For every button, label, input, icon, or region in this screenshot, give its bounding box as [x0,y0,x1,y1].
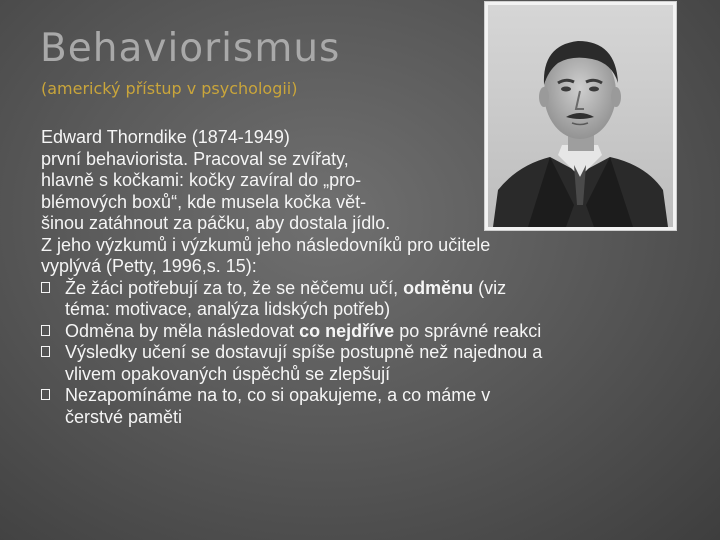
bullet-text: Odměna by měla následovat co nejdříve po správné reakci [65,320,542,341]
intro-line: blémových boxů“, kde musela kočka vět- [41,191,367,212]
bullet-item [41,321,706,343]
bullet-box-icon [41,389,50,400]
intro-line: Z jeho výzkumů i výzkumů jeho následovníků pro učitele [41,234,491,255]
bullet-item [41,342,706,385]
intro-line: šinou zatáhnout za páčku, aby dostala jídlo. [41,213,391,233]
intro-line: Edward Thorndike (1874-1949) [41,127,290,147]
bullet-box-icon [41,346,50,357]
bullet-box-icon [41,325,50,336]
intro-line: první behaviorista. Pracoval se zvířaty, [41,148,349,169]
bullet-text-continuation: téma: motivace, analýza lidských potřeb) [65,299,391,319]
slide-title: Behaviorismus [40,26,341,71]
bullet-item [41,385,706,428]
bullet-text-continuation: vlivem opakovaných úspěchů se zlepšují [65,363,391,384]
bullet-text-continuation: čerstvé paměti [65,406,183,427]
bullet-text: Výsledky učení se dostavují spíše postupně než najednou a [65,342,543,362]
slide-body [41,127,706,428]
intro-line: vyplývá (Petty, 1996,s. 15): [41,256,257,276]
bullet-box-icon [41,282,50,293]
bullet-text: Že žáci potřebují za to, že se něčemu učí, odměnu (viz [65,277,507,298]
slide-subtitle: (americký přístup v psychologii) [41,79,298,98]
bullet-item [41,278,706,321]
intro-line: hlavně s kočkami: kočky zavíral do „pro- [41,170,362,190]
emphasis: odměnu [403,277,474,298]
bullet-text: Nezapomínáme na to, co si opakujeme, a co máme v [65,385,491,405]
emphasis: co nejdříve [299,320,395,341]
